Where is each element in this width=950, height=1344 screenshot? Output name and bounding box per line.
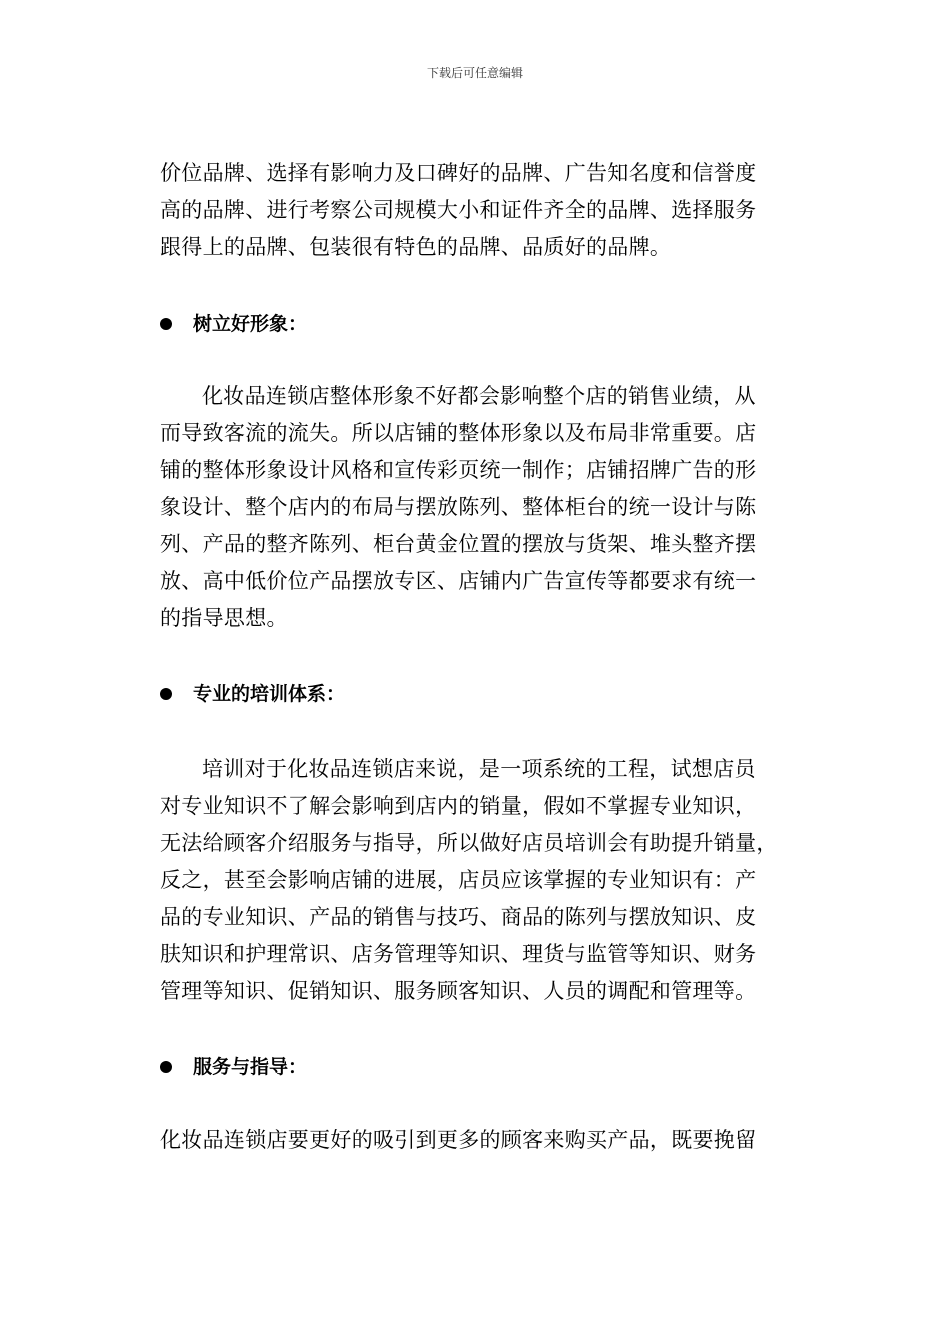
bullet-icon xyxy=(160,318,172,330)
text-line: 肤知识和护理常识、店务管理等知识、理货与监管等知识、财务 xyxy=(160,942,757,966)
text-line: 反之，甚至会影响店铺的进展，店员应该掌握的专业知识有：产 xyxy=(160,868,757,892)
text-line: 列、产品的整齐陈列、柜台黄金位置的摆放与货架、堆头整齐摆 xyxy=(160,532,757,556)
heading-text: 树立好形象： xyxy=(193,313,308,335)
text-line: 管理等知识、促销知识、服务顾客知识、人员的调配和管理等。 xyxy=(160,979,757,1003)
paragraph-service xyxy=(160,1122,800,1159)
text-line: 培训对于化妆品连锁店来说，是一项系统的工程，试想店员 xyxy=(202,757,756,781)
text-line: 化妆品连锁店要更好的吸引到更多的顾客来购买产品，既要挽留 xyxy=(160,1128,757,1152)
text-line: 铺的整体形象设计风格和宣传彩页统一制作；店铺招牌广告的形 xyxy=(160,458,757,482)
text-line: 无法给顾客介绍服务与指导，所以做好店员培训会有助提升销量， xyxy=(160,831,778,855)
bullet-icon xyxy=(160,1061,172,1073)
text-line: 高的品牌、进行考察公司规模大小和证件齐全的品牌、选择服务 xyxy=(160,198,757,222)
paragraph-brand-selection xyxy=(160,155,800,266)
paragraph-image xyxy=(160,378,800,637)
heading-text: 服务与指导： xyxy=(193,1056,308,1078)
page-header: 下载后可任意编辑 xyxy=(426,66,523,80)
section-heading-training xyxy=(160,679,800,709)
text-line: 化妆品连锁店整体形象不好都会影响整个店的销售业绩，从 xyxy=(202,384,756,408)
text-line: 象设计、整个店内的布局与摆放陈列、整体柜台的统一设计与陈 xyxy=(160,495,757,519)
text-line: 价位品牌、选择有影响力及口碑好的品牌、广告知名度和信誉度 xyxy=(160,161,757,185)
text-line: 品的专业知识、产品的销售与技巧、商品的陈列与摆放知识、皮 xyxy=(160,905,757,929)
text-line: 跟得上的品牌、包装很有特色的品牌、品质好的品牌。 xyxy=(160,235,672,259)
paragraph-training xyxy=(160,751,800,1010)
section-heading-image xyxy=(160,309,800,339)
text-line: 放、高中低价位产品摆放专区、店铺内广告宣传等都要求有统一 xyxy=(160,569,757,593)
text-line: 的指导思想。 xyxy=(160,606,288,630)
section-heading-service xyxy=(160,1052,800,1082)
text-line: 而导致客流的流失。所以店铺的整体形象以及布局非常重要。店 xyxy=(160,421,757,445)
heading-text: 专业的培训体系： xyxy=(193,683,346,705)
text-line: 对专业知识不了解会影响到店内的销量，假如不掌握专业知识， xyxy=(160,794,757,818)
bullet-icon xyxy=(160,688,172,700)
